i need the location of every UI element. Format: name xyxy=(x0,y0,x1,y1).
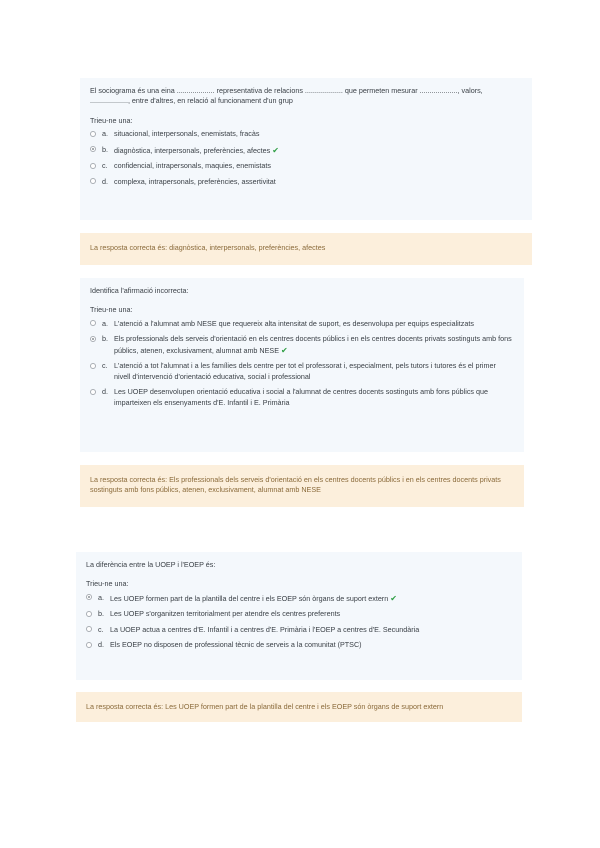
option-letter: a. xyxy=(98,592,104,602)
choose-one-prompt: Trieu-ne una: xyxy=(90,115,133,125)
option-c[interactable] xyxy=(86,625,512,635)
radio-icon[interactable] xyxy=(90,363,96,369)
option-text: Les UOEP s'organitzen territorialment per atendre els centres preferents xyxy=(110,609,341,619)
option-c[interactable] xyxy=(90,161,522,171)
option-text: Les UOEP formen part de la plantilla del centre i els EOEP són òrgans de suport extern xyxy=(110,593,389,603)
feedback-1 xyxy=(80,233,532,265)
radio-selected-icon[interactable] xyxy=(90,336,96,342)
radio-icon[interactable] xyxy=(90,178,96,184)
radio-icon[interactable] xyxy=(86,626,92,632)
option-letter: c. xyxy=(102,361,108,371)
choose-one-prompt: Trieu-ne una: xyxy=(86,579,129,589)
option-b[interactable] xyxy=(90,145,522,157)
option-text: La UOEP actua a centres d'E. Infantil i a centres d'E. Primària i l'EOEP a centres d'E. Secundària xyxy=(110,624,420,634)
option-letter: a. xyxy=(102,318,108,328)
option-letter: c. xyxy=(102,161,108,171)
option-text: confidencial, intrapersonals, maquies, enemistats xyxy=(114,161,272,171)
radio-selected-icon[interactable] xyxy=(90,146,96,152)
question-text: La diferència entre la UOEP i l'EOEP és: xyxy=(86,560,216,569)
radio-icon[interactable] xyxy=(90,131,96,137)
option-letter: a. xyxy=(102,129,108,139)
option-text: diagnòstica, interpersonals, preferències, afectes xyxy=(114,145,271,155)
option-d[interactable] xyxy=(90,387,514,408)
option-c[interactable] xyxy=(90,361,514,382)
option-text: Els EOEP no disposen de professional tècnic de serveis a la comunitat (PTSC) xyxy=(110,640,362,650)
radio-icon[interactable] xyxy=(90,389,96,395)
option-d[interactable] xyxy=(90,177,522,187)
option-text: Els professionals dels serveis d'orientació en els centres docents públics i en els centres docents privats sostinguts amb fons públics, atenen, exclusivament, alumnat amb NESE xyxy=(114,334,512,355)
correct-answer-text: La resposta correcta és: diagnòstica, interpersonals, preferències, afectes xyxy=(90,243,326,252)
choose-one-prompt: Trieu-ne una: xyxy=(90,305,133,315)
option-text: complexa, intrapersonals, preferències, assertivitat xyxy=(114,176,276,186)
radio-icon[interactable] xyxy=(86,642,92,648)
option-letter: d. xyxy=(98,640,104,650)
option-d[interactable] xyxy=(86,640,512,650)
option-text: situacional, interpersonals, enemistats, fracàs xyxy=(114,129,260,139)
question-text: El sociograma és una eina ................... representativa de relacions ................... que permeten mesurar ..................., valors, ..................., entre d'altres, en relació al funcionament d'un grup xyxy=(90,86,483,106)
question-text: Identifica l'afirmació incorrecta: xyxy=(90,286,189,295)
feedback-3 xyxy=(76,692,522,722)
option-b[interactable] xyxy=(86,609,512,619)
option-b[interactable] xyxy=(90,334,514,356)
question-3 xyxy=(76,552,522,680)
radio-icon[interactable] xyxy=(90,320,96,326)
question-2 xyxy=(80,278,524,452)
option-text: L'atenció a tot l'alumnat i a les famílies dels centre per tot el professorat i, especialment, pels tutors i tutores és el primer nivell d'intervenció d'orientació educativa, social i professional xyxy=(114,361,496,381)
option-letter: b. xyxy=(102,144,108,154)
check-icon: ✔ xyxy=(390,593,397,603)
check-icon: ✔ xyxy=(272,145,279,155)
question-1 xyxy=(80,78,532,220)
radio-selected-icon[interactable] xyxy=(86,594,92,600)
option-letter: b. xyxy=(98,609,104,619)
option-a[interactable] xyxy=(90,319,514,329)
correct-answer-text: La resposta correcta és: Els professionals dels serveis d'orientació en els centres docents públics i en els centres docents privats sostinguts amb fons públics, atenen, exclusivament, alumnat amb NESE xyxy=(90,475,501,495)
feedback-2 xyxy=(80,465,524,507)
correct-answer-text: La resposta correcta és: Les UOEP formen part de la plantilla del centre i els EOEP són òrgans de suport extern xyxy=(86,702,444,711)
option-text: L'atenció a l'alumnat amb NESE que requereix alta intensitat de suport, es desenvolupa per equips especialitzats xyxy=(114,318,474,328)
option-text: Les UOEP desenvolupen orientació educativa i social a l'alumnat de centres docents sostinguts amb fons públics que imparteixen els ensenyaments d'E. Infantil i E. Primària xyxy=(114,387,489,407)
option-letter: c. xyxy=(98,624,104,634)
option-a[interactable] xyxy=(90,129,522,139)
option-letter: d. xyxy=(102,387,108,397)
check-icon: ✔ xyxy=(281,345,288,355)
radio-icon[interactable] xyxy=(86,611,92,617)
option-letter: d. xyxy=(102,176,108,186)
radio-icon[interactable] xyxy=(90,163,96,169)
option-a[interactable] xyxy=(86,593,512,605)
option-letter: b. xyxy=(102,334,108,344)
